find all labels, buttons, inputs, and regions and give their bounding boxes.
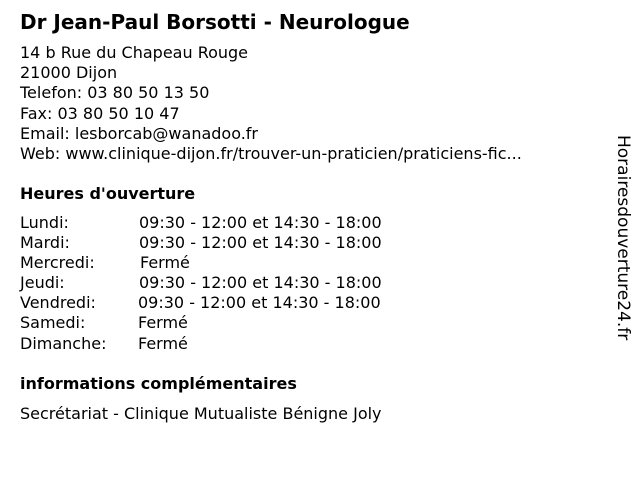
site-watermark: Horairesdouverture24.fr [613, 135, 633, 341]
day-label: Lundi: [20, 213, 69, 232]
opening-hours-heading: Heures d'ouverture [20, 184, 196, 203]
day-label: Vendredi: [20, 293, 96, 313]
fax-number: Fax: 03 80 50 10 47 [20, 103, 180, 123]
day-label: Dimanche: [20, 333, 107, 353]
day-hours: 09:30 - 12:00 et 14:30 - 18:00 [139, 233, 382, 253]
day-hours: Fermé [140, 253, 190, 273]
day-label: Mardi: [20, 233, 70, 253]
address-street: 14 b Rue du Chapeau Rouge [20, 43, 249, 62]
additional-info-heading: informations complémentaires [20, 374, 297, 393]
day-label: Samedi: [20, 313, 86, 333]
page-title: Dr Jean-Paul Borsotti - Neurologue [20, 10, 410, 34]
address-city: 21000 Dijon [20, 63, 118, 83]
day-label: Mercredi: [20, 253, 95, 273]
day-hours: 09:30 - 12:00 et 14:30 - 18:00 [139, 213, 382, 232]
additional-info-text: Secrétariat - Clinique Mutualiste Bénigne Joly [20, 404, 382, 423]
day-label: Jeudi: [20, 273, 65, 293]
contact-block [20, 43, 522, 164]
email-address: Email: lesborcab@wanadoo.fr [20, 123, 259, 143]
day-hours: Fermé [138, 313, 188, 333]
day-hours: 09:30 - 12:00 et 14:30 - 18:00 [138, 293, 381, 313]
day-hours: Fermé [138, 333, 188, 353]
website-link[interactable]: Web: www.clinique-dijon.fr/trouver-un-praticien/praticiens-fic... [20, 143, 522, 163]
day-hours: 09:30 - 12:00 et 14:30 - 18:00 [139, 273, 382, 293]
phone-number: Telefon: 03 80 50 13 50 [20, 83, 210, 103]
